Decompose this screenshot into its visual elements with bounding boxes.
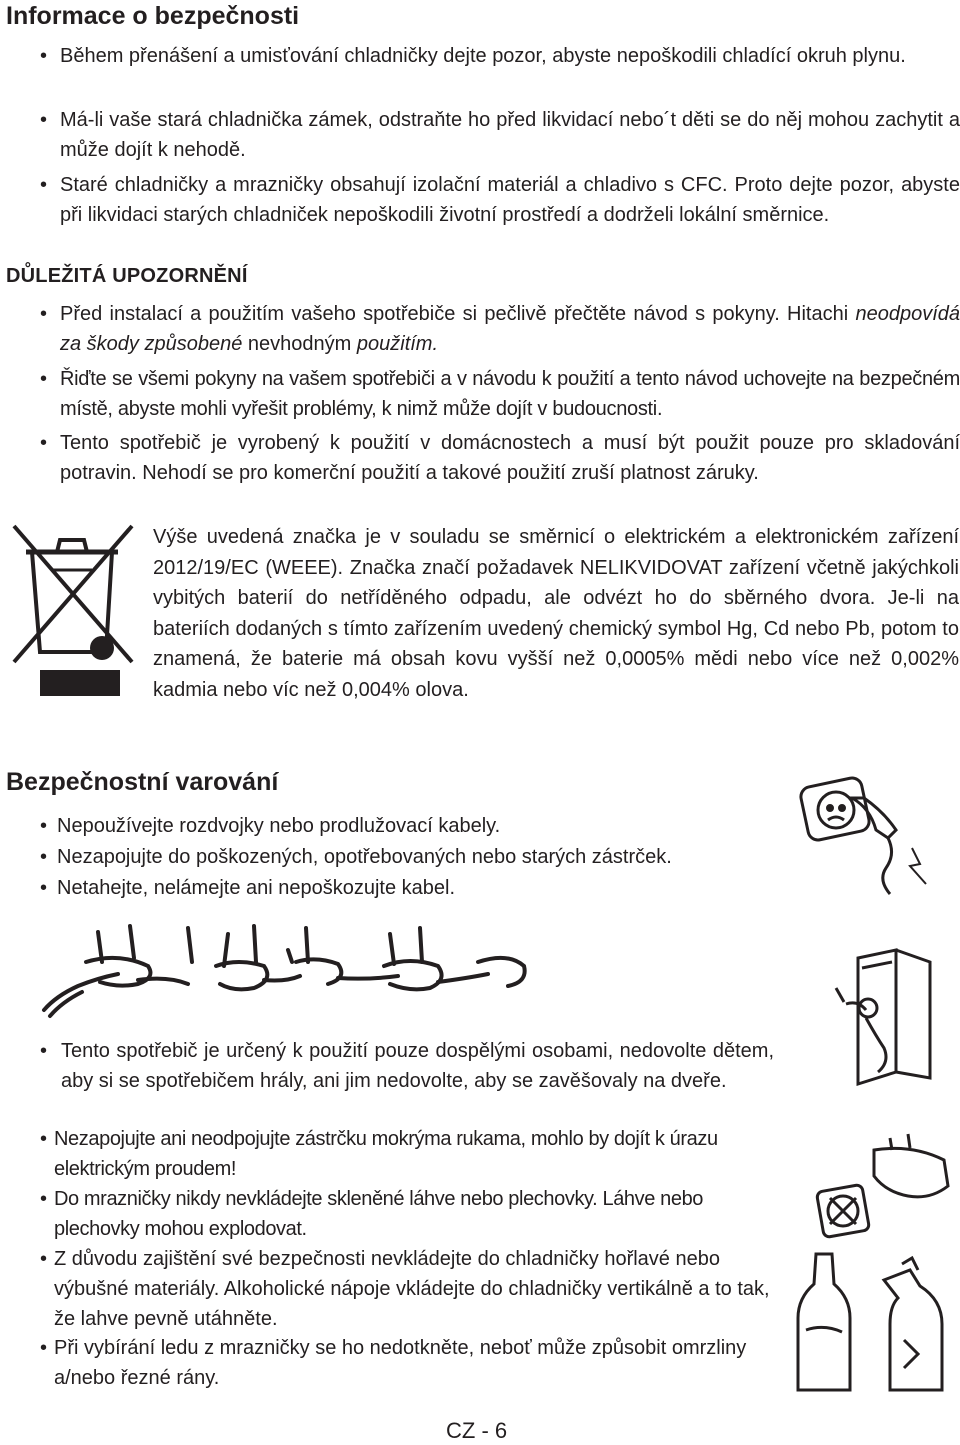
list-item: • Před instalací a použitím vašeho spotřebiče si pečlivě přečtěte návod s pokyny. Hitachi neodpovídá za škody způsobené nevhodným použitím. (40, 299, 960, 359)
list-item: • Řiďte se všemi pokyny na vašem spotřebiči a v návodu k použití a tento návod uchovejte na bezpečném místě, abyste mohli vyřešit problémy, k nimž může dojít v budoucnosti. (40, 364, 960, 424)
list-item: • Nezapojujte ani neodpojujte zástrčku mokrýma rukama, mohlo by dojít k úrazu elektrickým proudem! (40, 1124, 780, 1184)
bullet-text-part: Před instalací a použitím vašeho spotřebiče si pečlivě přečtěte návod s pokyny. Hitachi (60, 303, 849, 325)
cable-hands-illustration (38, 922, 543, 1022)
bullet-text: Tento spotřebič je vyrobený k použití v domácnostech a musí být použit pouze pro skladování potravin. Nehodí se pro komerční použití a takové použití zruší platnost záruky. (60, 432, 960, 484)
bullet-text (40, 299, 960, 359)
list-item: • Z důvodu zajištění své bezpečnosti nevkládejte do chladničky hořlavé nebo výbušné materiály. Alkoholické nápoje vkládejte do chladničky vertikálně a to tak, že lahve pevně utáhněte. (40, 1244, 780, 1334)
bullet-text: Nepoužívejte rozdvojky nebo prodlužovací kabely. (57, 815, 501, 837)
list-item: • Tento spotřebič je vyrobený k použití v domácnostech a musí být použit pouze pro skladování potravin. Nehodí se pro komerční použití a takové použití zruší platnost záruky. (40, 428, 960, 488)
socket-plug-illustration (792, 768, 952, 908)
bullet-text: Netahejte, nelámejte ani nepoškozujte kabel. (57, 877, 456, 899)
bullet-text: Z důvodu zajištění své bezpečnosti nevkládejte do chladničky hořlavé nebo výbušné materiály. Alkoholické nápoje vkládejte do chladničky vertikálně a to tak, že lahve pevně utáhněte. (54, 1248, 770, 1330)
bullet-text: Do mrazničky nikdy nevkládejte skleněné láhve nebo plechovky. Láhve nebo plechovky mohou explodovat. (54, 1188, 704, 1240)
list-item: • Nepoužívejte rozdvojky nebo prodlužovací kabely. (40, 811, 800, 841)
list-item: • Do mrazničky nikdy nevkládejte skleněné láhve nebo plechovky. Láhve nebo plechovky mohou explodovat. (40, 1184, 780, 1244)
list-item: • Netahejte, nelámejte ani nepoškozujte kabel. (40, 873, 800, 903)
bullet-text: Řiďte se všemi pokyny na vašem spotřebiči a v návodu k použití a tento návod uchovejte na bezpečném místě, abyste mohli vyřešit problémy, k nimž může dojít v budoucnosti. (60, 368, 960, 420)
list-item: • Během přenášení a umisťování chladničky dejte pozor, abyste nepoškodili chladící okruh plynu. (40, 41, 960, 71)
section-title-important: DŮLEŽITÁ UPOZORNĚNÍ (6, 265, 248, 287)
bullet-text-part: nevhodným (247, 333, 352, 355)
bullet-text: Staré chladničky a mrazničky obsahují izolační materiál a chladivo s CFC. Proto dejte pozor, abyste při likvidaci starých chladniček nepoškodili životní prostředí a dodrželi lokální směrnice. (60, 174, 960, 226)
page-number: CZ - 6 (446, 1418, 508, 1443)
section-title-warnings: Bezpečnostní varování (6, 768, 279, 796)
weee-paragraph: Výše uvedená značka je v souladu se směrnicí o elektrickém a elektronickém zařízení 2012/19/EC (WEEE). Značka značí požadavek NELIKVIDOVAT zařízení včetně jakýchkoli vybitých baterií do netříděného odpadu, ale odvézt ho do sběrného dvora. Je-li na bateriích dodaných s tímto zařízením uvedený chemický symbol Hg, Cd nebo Pb, potom to znamená, že baterie má obsah kovu vyšší než 0,0005% mědi nebo více než 0,002% kadmia nebo víc než 0,004% olova. (153, 526, 959, 701)
list-item: • Tento spotřebič je určený k použití pouze dospělými osobami, nedovolte dětem, aby si se spotřebičem hrály, ani jim nedovolte, aby se zavěšovaly na dveře. (40, 1036, 774, 1096)
crossed-bin-icon (2, 522, 142, 702)
bullet-text: Během přenášení a umisťování chladničky dejte pozor, abyste nepoškodili chladící okruh plynu. (60, 45, 906, 67)
bullet-text: Má-li vaše stará chladnička zámek, odstraňte ho před likvidací nebo´t děti se do něj mohou zachytit a může dojít k nehodě. (60, 109, 960, 161)
bullet-text-italic: použitím. (356, 333, 439, 355)
bullet-text: Nezapojujte ani neodpojujte zástrčku mokrýma rukama, mohlo by dojít k úrazu elektrickým proudem! (54, 1128, 718, 1180)
list-item: • Nezapojujte do poškozených, opotřebovaných nebo starých zástrček. (40, 842, 800, 872)
child-fridge-illustration (806, 944, 956, 1094)
bullet-text: Při vybírání ledu z mrazničky se ho nedotkněte, neboť může způsobit omrzliny a/nebo řezné rány. (54, 1337, 747, 1389)
wet-hand-socket-illustration (812, 1130, 954, 1250)
bullet-text: Tento spotřebič je určený k použití pouze dospělými osobami, nedovolte dětem, aby si se spotřebičem hrály, ani jim nedovolte, aby se zavěšovaly na dveře. (61, 1040, 774, 1092)
bullet-text-italic: neodpovídá za škody způsobené (60, 303, 960, 355)
bullet-text: Nezapojujte do poškozených, opotřebovaných nebo starých zástrček. (57, 846, 672, 868)
list-item: • Staré chladničky a mrazničky obsahují izolační materiál a chladivo s CFC. Proto dejte pozor, abyste při likvidaci starých chladniček nepoškodili životní prostředí a dodrželi lokální směrnice. (40, 170, 960, 230)
section-title-safety-info: Informace o bezpečnosti (6, 2, 300, 30)
bottle-illustration (794, 1250, 954, 1400)
list-item: • Má-li vaše stará chladnička zámek, odstraňte ho před likvidací nebo´t děti se do něj mohou zachytit a může dojít k nehodě. (40, 105, 960, 165)
list-item: • Při vybírání ledu z mrazničky se ho nedotkněte, neboť může způsobit omrzliny a/nebo řezné rány. (40, 1333, 780, 1393)
